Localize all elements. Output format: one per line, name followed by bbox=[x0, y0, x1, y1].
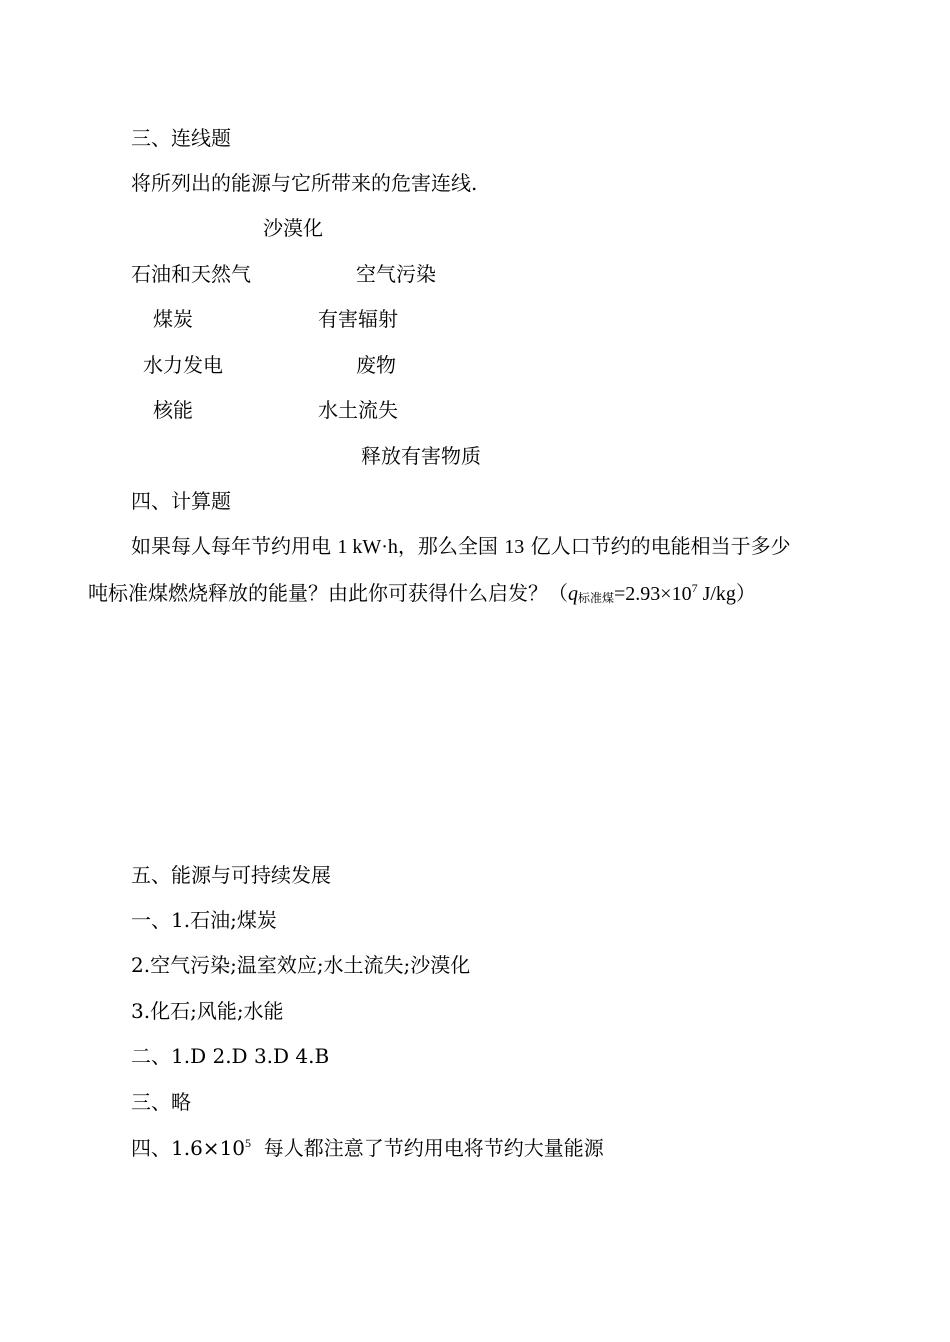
question-text-b: ，那么全国 bbox=[397, 534, 505, 558]
section4-question-line1 bbox=[131, 536, 791, 557]
question-number: 13 bbox=[504, 536, 525, 558]
answer-2: 2.空气污染;温室效应;水土流失;沙漠化 bbox=[131, 953, 471, 977]
section3-instruction: 将所列出的能源与它所带来的危害连线. bbox=[131, 171, 478, 195]
hazard-air-pollution: 空气污染 bbox=[356, 262, 436, 286]
source-oil-gas: 石油和天然气 bbox=[131, 262, 251, 286]
q-unit: J/kg） bbox=[697, 583, 756, 605]
hazard-soil-erosion: 水土流失 bbox=[318, 398, 398, 422]
q-value: =2.93×10 bbox=[614, 583, 692, 605]
source-coal: 煤炭 bbox=[153, 307, 193, 331]
question-text-a: 如果每人每年节约用电 bbox=[131, 534, 338, 558]
q-exponent: 7 bbox=[691, 581, 698, 595]
hazard-radiation: 有害辐射 bbox=[318, 307, 398, 331]
source-nuclear: 核能 bbox=[153, 398, 193, 422]
answer-6-text: 每人都注意了节约用电将节约大量能源 bbox=[251, 1136, 604, 1160]
answer-6-prefix: 四、1.6×10 bbox=[131, 1136, 246, 1160]
q-subscript: 标准煤 bbox=[578, 591, 615, 605]
answer-6-exponent: 5 bbox=[245, 1136, 252, 1150]
source-hydro: 水力发电 bbox=[143, 353, 223, 377]
answer-6 bbox=[131, 1137, 604, 1158]
answer-1: 一、1.石油;煤炭 bbox=[131, 908, 277, 932]
question-text-c: 亿人口节约的电能相当于多少 bbox=[524, 534, 791, 558]
answer-5: 三、略 bbox=[131, 1090, 191, 1114]
q-symbol: q bbox=[568, 583, 578, 605]
answer-4: 二、1.D 2.D 3.D 4.B bbox=[131, 1044, 330, 1068]
question-text-line2: 吨标准煤燃烧释放的能量？由此你可获得什么启发？（ bbox=[88, 581, 568, 605]
hazard-desertification: 沙漠化 bbox=[263, 216, 323, 240]
section4-question-line2 bbox=[88, 582, 756, 604]
question-unit: 1 kW·h bbox=[337, 536, 398, 558]
hazard-harmful-substances: 释放有害物质 bbox=[361, 444, 481, 468]
section3-heading: 三、连线题 bbox=[131, 126, 231, 150]
answer-3: 3.化石;风能;水能 bbox=[131, 999, 284, 1023]
hazard-waste: 废物 bbox=[356, 353, 396, 377]
section4-heading: 四、计算题 bbox=[131, 489, 231, 513]
answers-title: 五、能源与可持续发展 bbox=[131, 863, 331, 887]
